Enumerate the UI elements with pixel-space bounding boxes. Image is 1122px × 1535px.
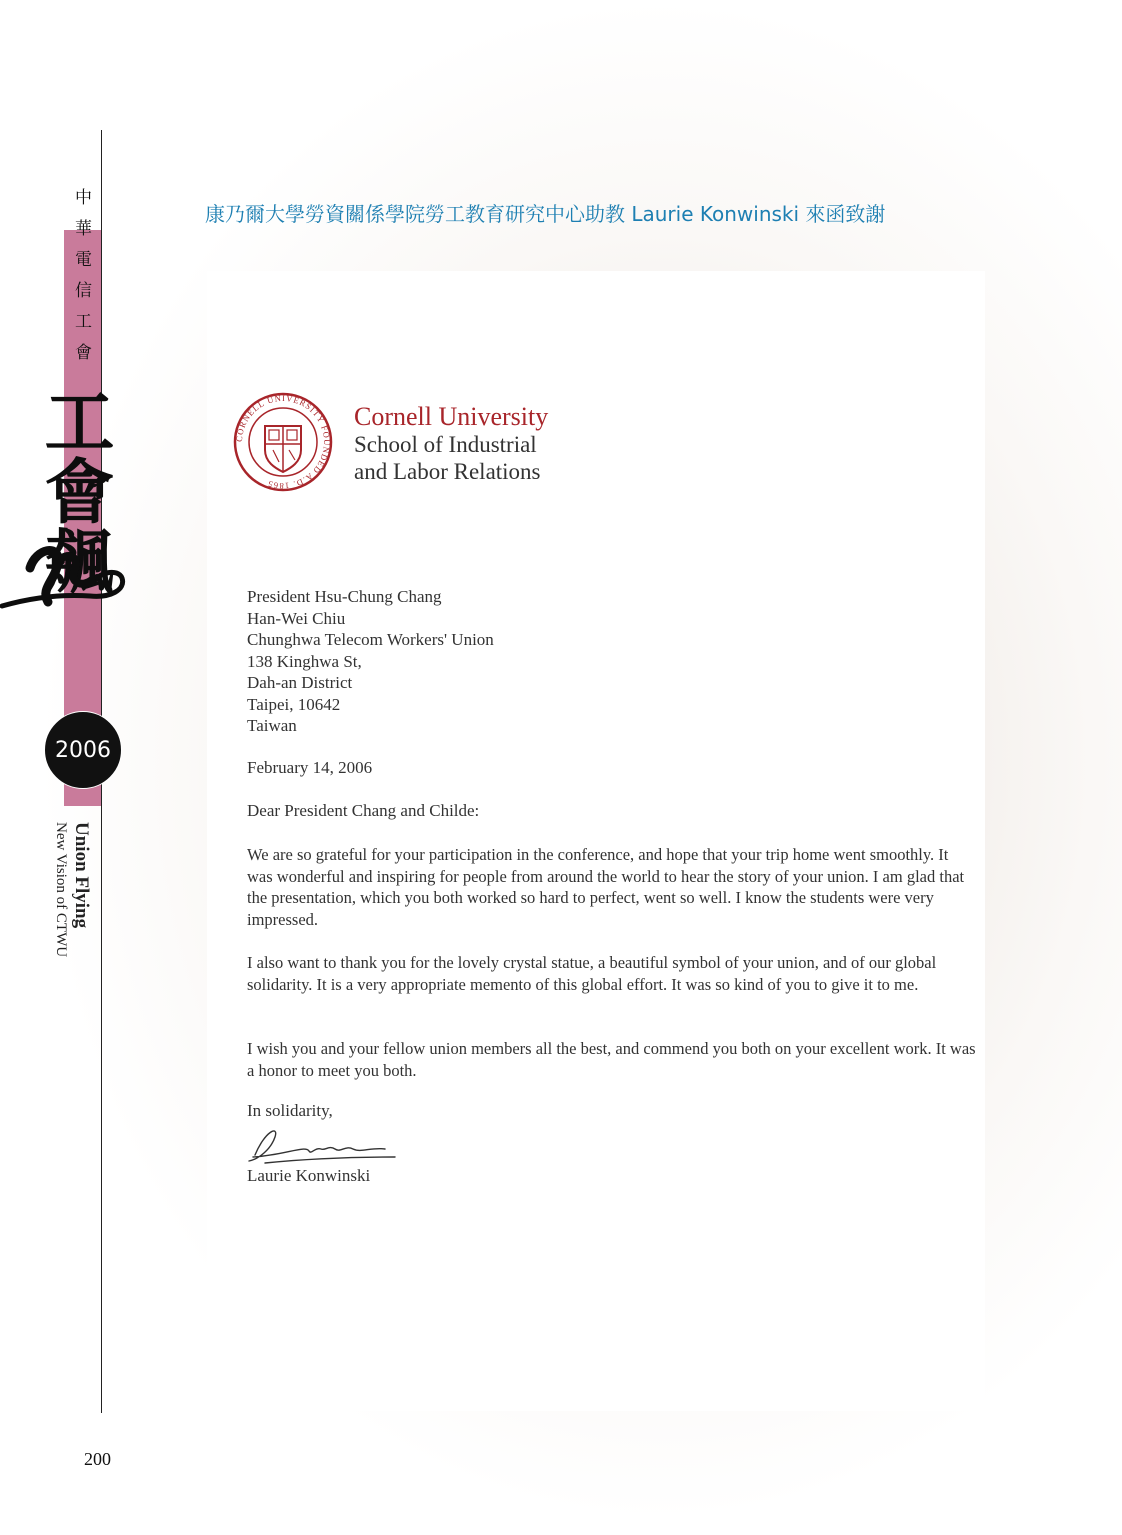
address-line: 138 Kinghwa St, (247, 651, 362, 671)
english-title-vertical (52, 822, 92, 957)
letterhead (354, 403, 548, 485)
letter-paragraph: I wish you and your fellow union members all the best, and commend you both on your excellent work. It was a honor to meet you both. (247, 1039, 976, 1080)
letter-sheet (207, 271, 985, 1411)
year-badge: 2006 (44, 711, 122, 789)
address-line: President Hsu-Chung Chang (247, 587, 442, 606)
page-heading: 康乃爾大學勞資關係學院勞工教育研究中心助教 Laurie Konwinski 來函致謝 (205, 202, 886, 226)
recipient-address (247, 586, 494, 737)
address-line: Chunghwa Telecom Workers' Union (247, 630, 494, 649)
page-number: 200 (84, 1449, 111, 1469)
signature-name: Laurie Konwinski (247, 1166, 371, 1185)
letter-date: February 14, 2006 (247, 758, 373, 777)
english-title: Union Flying (71, 822, 92, 929)
letter-closing: In solidarity, (247, 1101, 333, 1120)
letter-salutation: Dear President Chang and Childe: (247, 801, 480, 820)
address-line: Taipei, 10642 (247, 694, 341, 714)
letter-paragraph: I also want to thank you for the lovely crystal statue, a beautiful symbol of your union, and of our global solidarity. It is a very appropriate memento of this global effort. It was so kind of you to give it to me. (247, 953, 937, 994)
address-line: Dah-an District (247, 673, 353, 692)
org-name-vertical: 中華電信工會 (71, 188, 91, 374)
letterhead-school-line2: and Labor Relations (354, 459, 541, 484)
cornell-seal-icon (233, 392, 333, 492)
letterhead-university: Cornell University (354, 402, 549, 431)
letter-paragraph: We are so grateful for your participation in the conference, and hope that your trip home went smoothly. It was wonderful and inspiring for people from around the world to hear the story of your union. I am glad that the presentation, which you both worked so hard to perfect, went so well. I know the students were very impressed. (247, 845, 965, 929)
brush-stroke-decoration (0, 528, 132, 628)
address-line: Han-Wei Chiu (247, 608, 346, 628)
svg-text:CORNELL UNIVERSITY FOUNDED A.D: CORNELL UNIVERSITY FOUNDED A.D. 1865 (233, 392, 333, 492)
english-subtitle: New Vision of CTWU (53, 822, 69, 958)
address-line: Taiwan (247, 716, 297, 735)
big-title-vertical: 工會飆 (33, 385, 115, 595)
letterhead-school-line1: School of Industrial (354, 432, 537, 457)
handwritten-signature (245, 1121, 405, 1165)
